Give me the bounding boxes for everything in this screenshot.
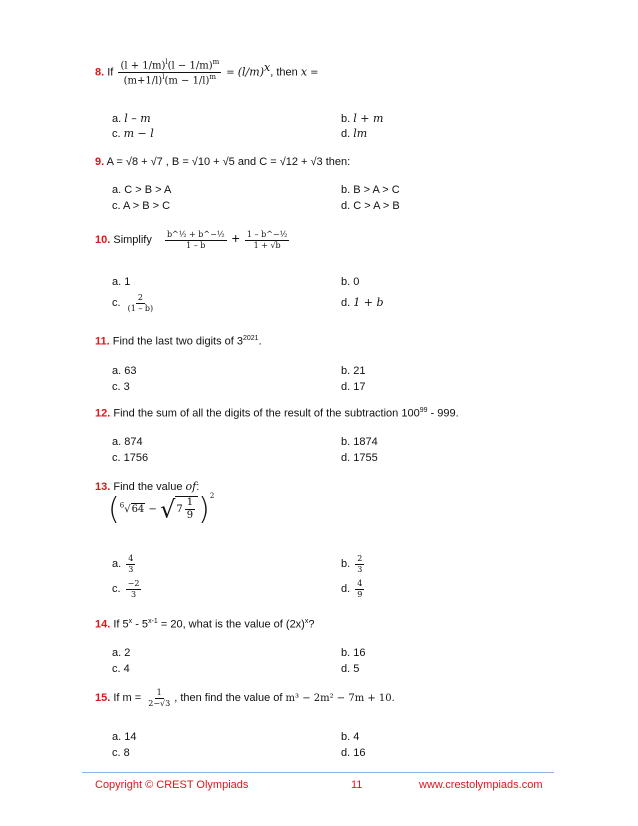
math-text: c. [112, 663, 121, 675]
option [112, 127, 154, 140]
math-text: 15. [95, 692, 111, 704]
math-text: - 5 [132, 618, 149, 631]
math-text: (m+1/l) [123, 75, 163, 87]
math-text: c. [112, 583, 121, 595]
option [341, 365, 366, 377]
math-text: m [209, 73, 217, 82]
math-text: 2 [209, 492, 215, 500]
math-text: 21 [353, 365, 366, 377]
math-text: a. [112, 365, 122, 377]
math-text: b. [341, 731, 351, 743]
math-group [355, 579, 364, 599]
math-text: 1 [186, 497, 194, 508]
math-text: 16 [353, 647, 366, 659]
math-group [355, 554, 364, 574]
math-group [122, 73, 218, 87]
math-text: C > A > B [353, 200, 400, 212]
math-text: - 999. [427, 407, 459, 420]
math-text: m³ − 2m² − 7m + 10. [285, 693, 395, 704]
math-group: ) [198, 492, 210, 527]
math-group [126, 579, 142, 599]
option [112, 112, 151, 125]
math-text: 11. [95, 335, 110, 348]
math-text: If m = [113, 692, 142, 704]
math-text: If 5 [113, 618, 129, 631]
math-text: 3 [357, 564, 363, 574]
math-text: a. [112, 731, 122, 743]
math-text: 16 [353, 747, 366, 759]
math-text: 1 – b [186, 240, 206, 250]
math-text: m − l [123, 127, 154, 140]
math-text: 1755 [353, 452, 378, 464]
math-text: 4 [353, 731, 360, 743]
math-text: of [185, 480, 197, 493]
math-text: 2−√3 [148, 698, 171, 708]
option [341, 112, 383, 125]
math-text: 1 + b [353, 296, 384, 309]
math-text: b. [341, 113, 351, 125]
math-text: 7 [176, 504, 183, 515]
footer-copyright: Copyright © CREST Olympiads [95, 779, 249, 791]
math-text: d. [341, 297, 351, 309]
math-text: (l − 1/m) [167, 60, 213, 72]
option [112, 579, 143, 599]
math-text: a. [112, 276, 122, 288]
option [341, 200, 400, 212]
question-8 [95, 58, 318, 88]
equation-fraction [118, 58, 221, 88]
option [341, 184, 400, 196]
math-text: d. [341, 663, 351, 675]
math-text: 13. [95, 481, 111, 493]
question-number: 8. [95, 66, 105, 79]
option [341, 127, 367, 140]
option [112, 747, 130, 759]
math-text: = [226, 67, 235, 79]
math-text: a. [112, 436, 122, 448]
math-group [126, 554, 135, 574]
option [341, 554, 366, 574]
math-text: 1874 [353, 436, 378, 448]
math-text: a. [112, 647, 122, 659]
math-text: B > A > C [353, 184, 400, 196]
math-text: 1 + √b [253, 240, 281, 250]
math-text: b. [341, 276, 351, 288]
math-text: 12. [95, 407, 111, 420]
page-number: 11 [351, 779, 363, 791]
option [341, 579, 366, 599]
math-text: 9 [186, 510, 194, 521]
option [112, 276, 130, 288]
math-text: x-1 [148, 618, 158, 625]
math-group [118, 58, 221, 73]
math-text: d. [341, 128, 351, 140]
math-group: √ [160, 495, 176, 524]
math-text: ? [308, 618, 315, 631]
option [341, 647, 366, 659]
math-text: 1 [156, 688, 162, 697]
math-text: x [128, 618, 133, 625]
math-text: 8 [123, 747, 130, 759]
math-text: 874 [124, 436, 143, 448]
math-text: Find the last two digits of 3 [112, 335, 243, 348]
math-text: 2 [124, 647, 131, 659]
option [112, 200, 170, 212]
math-text: 5 [353, 663, 360, 675]
math-group: ( [108, 492, 120, 527]
option [112, 365, 137, 377]
math-text: 14. [95, 618, 111, 631]
math-text: a. [112, 184, 122, 196]
math-text: d. [341, 381, 351, 393]
option [112, 663, 130, 675]
math-text: 2 [137, 293, 143, 302]
option [112, 647, 130, 659]
question-12 [95, 407, 459, 420]
math-group [126, 293, 156, 313]
option [112, 731, 137, 743]
math-text: C > B > A [124, 184, 172, 196]
math-text: , then find the value of [174, 692, 283, 704]
option [112, 452, 148, 464]
math-text: l [165, 58, 168, 66]
math-text: 17 [353, 381, 366, 393]
math-text: (m − 1/l) [164, 75, 210, 87]
math-text: c. [112, 128, 121, 140]
footer-divider [82, 772, 554, 773]
option [341, 452, 378, 464]
math-text: 2021 [242, 335, 259, 342]
math-text: Find the sum of all the digits of the result of the subtraction 100 [113, 407, 420, 420]
math-text: b. [341, 647, 351, 659]
math-text: b. [341, 558, 351, 570]
math-text: 0 [353, 276, 360, 288]
math-text: . [258, 335, 262, 348]
footer-website-link[interactable]: www.crestolympiads.com [419, 779, 543, 791]
option [112, 293, 157, 313]
option [341, 276, 359, 288]
math-text: a. [112, 558, 122, 570]
math-text: 4 [128, 554, 134, 563]
math-text: (l + 1/m) [120, 60, 166, 72]
math-text: 64 [131, 504, 145, 515]
option [341, 436, 378, 448]
math-text: b^½ + b^−½ [166, 230, 225, 239]
math-group [165, 230, 227, 250]
math-text: : [196, 481, 200, 493]
question-14 [95, 618, 314, 631]
expression: ($^6$√64 − √7 $\frac{1}{9}$ )$^2$ [108, 492, 215, 527]
math-text: x [264, 61, 271, 75]
math-group [146, 688, 172, 708]
math-text: 63 [124, 365, 137, 377]
math-text: A = √8 + √7 , B = √10 + √5 and C = √12 + √3 then: [106, 156, 351, 168]
math-text: A > B > C [123, 200, 171, 212]
math-text: 4 [357, 579, 363, 588]
option [341, 731, 359, 743]
question-15 [95, 688, 395, 708]
math-text: b. [341, 436, 351, 448]
math-text: d. [341, 452, 351, 464]
math-text: − [148, 504, 157, 515]
math-text: = 20, what is the value of (2x) [157, 618, 305, 631]
math-text: c. [112, 381, 121, 393]
math-text: c. [112, 200, 121, 212]
math-text: l – m [124, 112, 151, 125]
math-group [175, 496, 198, 522]
math-text: 14 [124, 731, 137, 743]
math-text: l [162, 73, 165, 82]
question-10 [95, 230, 291, 250]
option [341, 663, 359, 675]
option [112, 554, 137, 574]
math-text: 3 [130, 589, 137, 599]
math-text: (1 – b) [127, 303, 154, 313]
math-text: d. [341, 747, 351, 759]
math-text: 3 [128, 564, 134, 574]
math-text: 9 [357, 589, 363, 599]
math-text: c. [112, 452, 121, 464]
math-text: −2 [127, 579, 140, 588]
math-text: , then [270, 66, 298, 79]
math-text: lm [353, 127, 368, 140]
math-text: 10. [95, 234, 111, 246]
math-text: 3 [123, 381, 130, 393]
question-text: If [107, 66, 114, 79]
math-text: Find the value [113, 481, 186, 493]
option [341, 296, 384, 309]
math-text: x [300, 65, 308, 79]
option [112, 381, 130, 393]
question-9 [95, 156, 350, 168]
math-text: d. [341, 583, 351, 595]
math-text: 1 – b^−½ [246, 230, 288, 239]
math-text: d. [341, 200, 351, 212]
math-text: b. [341, 365, 351, 377]
option [341, 747, 366, 759]
option [112, 184, 171, 196]
math-text: (l/m) [237, 65, 264, 79]
math-text: c. [112, 297, 121, 309]
math-text: b. [341, 184, 351, 196]
math-text: x [304, 618, 309, 625]
math-text: a. [112, 113, 122, 125]
math-text: c. [112, 747, 121, 759]
option [341, 381, 366, 393]
math-text: 6 [119, 501, 125, 510]
math-group [185, 497, 195, 522]
question-11 [95, 335, 262, 348]
math-text: 1756 [123, 452, 149, 464]
math-text: = [310, 67, 319, 79]
option [112, 436, 143, 448]
math-text: + [231, 230, 240, 246]
math-text: 2 [357, 554, 363, 563]
math-text: m [212, 58, 220, 66]
math-text: Simplify [113, 234, 152, 246]
math-group [245, 230, 289, 250]
math-text: 1 [124, 276, 131, 288]
math-text: l + m [353, 112, 384, 125]
math-text: 99 [419, 407, 428, 414]
math-text: 4 [123, 663, 130, 675]
math-text: 9. [95, 156, 105, 168]
